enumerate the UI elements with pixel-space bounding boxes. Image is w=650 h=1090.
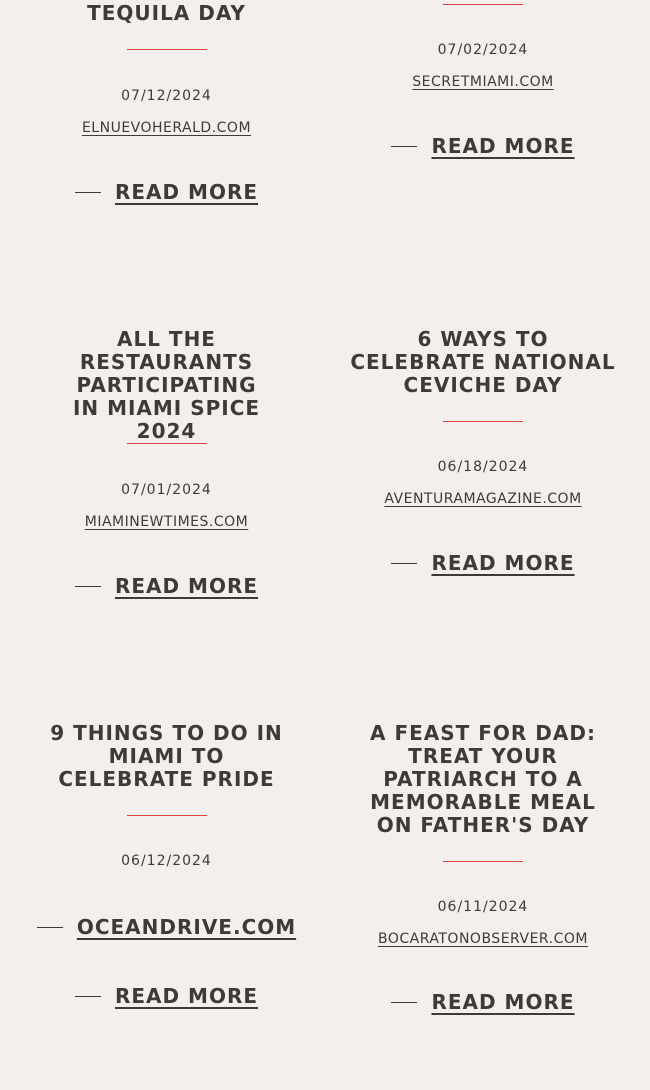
title-divider (443, 421, 523, 422)
article-title[interactable]: TEQUILA DAY (87, 1, 246, 25)
dash-icon (391, 146, 417, 147)
dash-icon (75, 586, 101, 587)
read-more-link[interactable] (333, 551, 633, 575)
article-card (333, 328, 633, 628)
article-date: 06/12/2024 (121, 853, 212, 869)
article-title[interactable]: 6 WAYS TO CELEBRATE NATIONAL CEVICHE DAY (350, 327, 616, 397)
dash-icon (391, 1002, 417, 1003)
article-card (0, 722, 333, 1052)
read-more-label[interactable]: READ MORE (431, 990, 575, 1014)
dash-icon (75, 192, 101, 193)
article-source-link[interactable]: ELNUEVOHERALD.COM (81, 120, 252, 136)
article-card (333, 722, 633, 1052)
read-more-label[interactable]: READ MORE (114, 574, 259, 598)
dash-icon (37, 927, 63, 928)
article-title[interactable]: ALL THE RESTAURANTS PARTICIPATING IN MIAMI SPICE 2024 (72, 327, 261, 443)
article-card (333, 0, 633, 230)
read-more-label[interactable]: READ MORE (431, 551, 575, 575)
title-divider (127, 815, 207, 816)
read-more-link[interactable] (0, 180, 333, 204)
article-source-link[interactable]: BOCARATONOBSERVER.COM (378, 931, 588, 947)
article-source-link[interactable]: AVENTURAMAGAZINE.COM (384, 491, 582, 507)
article-date: 07/01/2024 (121, 482, 212, 498)
read-more-label[interactable]: READ MORE (114, 984, 259, 1008)
article-date: 06/18/2024 (437, 459, 529, 475)
title-divider (127, 49, 207, 50)
article-source-link[interactable]: MIAMINEWTIMES.COM (84, 514, 249, 530)
read-more-label[interactable]: READ MORE (431, 134, 575, 158)
dash-icon (391, 563, 417, 564)
article-source-link[interactable] (0, 915, 333, 939)
read-more-link[interactable] (333, 134, 633, 158)
read-more-label[interactable]: READ MORE (114, 180, 259, 204)
article-source-label[interactable]: OCEANDRIVE.COM (76, 915, 297, 939)
article-date: 07/12/2024 (121, 88, 212, 104)
title-divider (443, 4, 523, 5)
article-card (0, 328, 333, 628)
article-date: 07/02/2024 (437, 42, 529, 58)
article-title[interactable]: 9 THINGS TO DO IN MIAMI TO CELEBRATE PRIDE (50, 721, 283, 791)
read-more-link[interactable] (0, 984, 333, 1008)
read-more-link[interactable] (0, 574, 333, 598)
article-title[interactable]: A FEAST FOR DAD: TREAT YOUR PATRIARCH TO A MEMORABLE MEAL ON FATHER'S DAY (370, 721, 596, 837)
title-divider (127, 443, 207, 444)
article-source-link[interactable]: SECRETMIAMI.COM (412, 74, 554, 90)
title-divider (443, 861, 523, 862)
dash-icon (75, 996, 101, 997)
article-card (0, 0, 333, 230)
article-date: 06/11/2024 (437, 899, 529, 915)
read-more-link[interactable] (333, 990, 633, 1014)
